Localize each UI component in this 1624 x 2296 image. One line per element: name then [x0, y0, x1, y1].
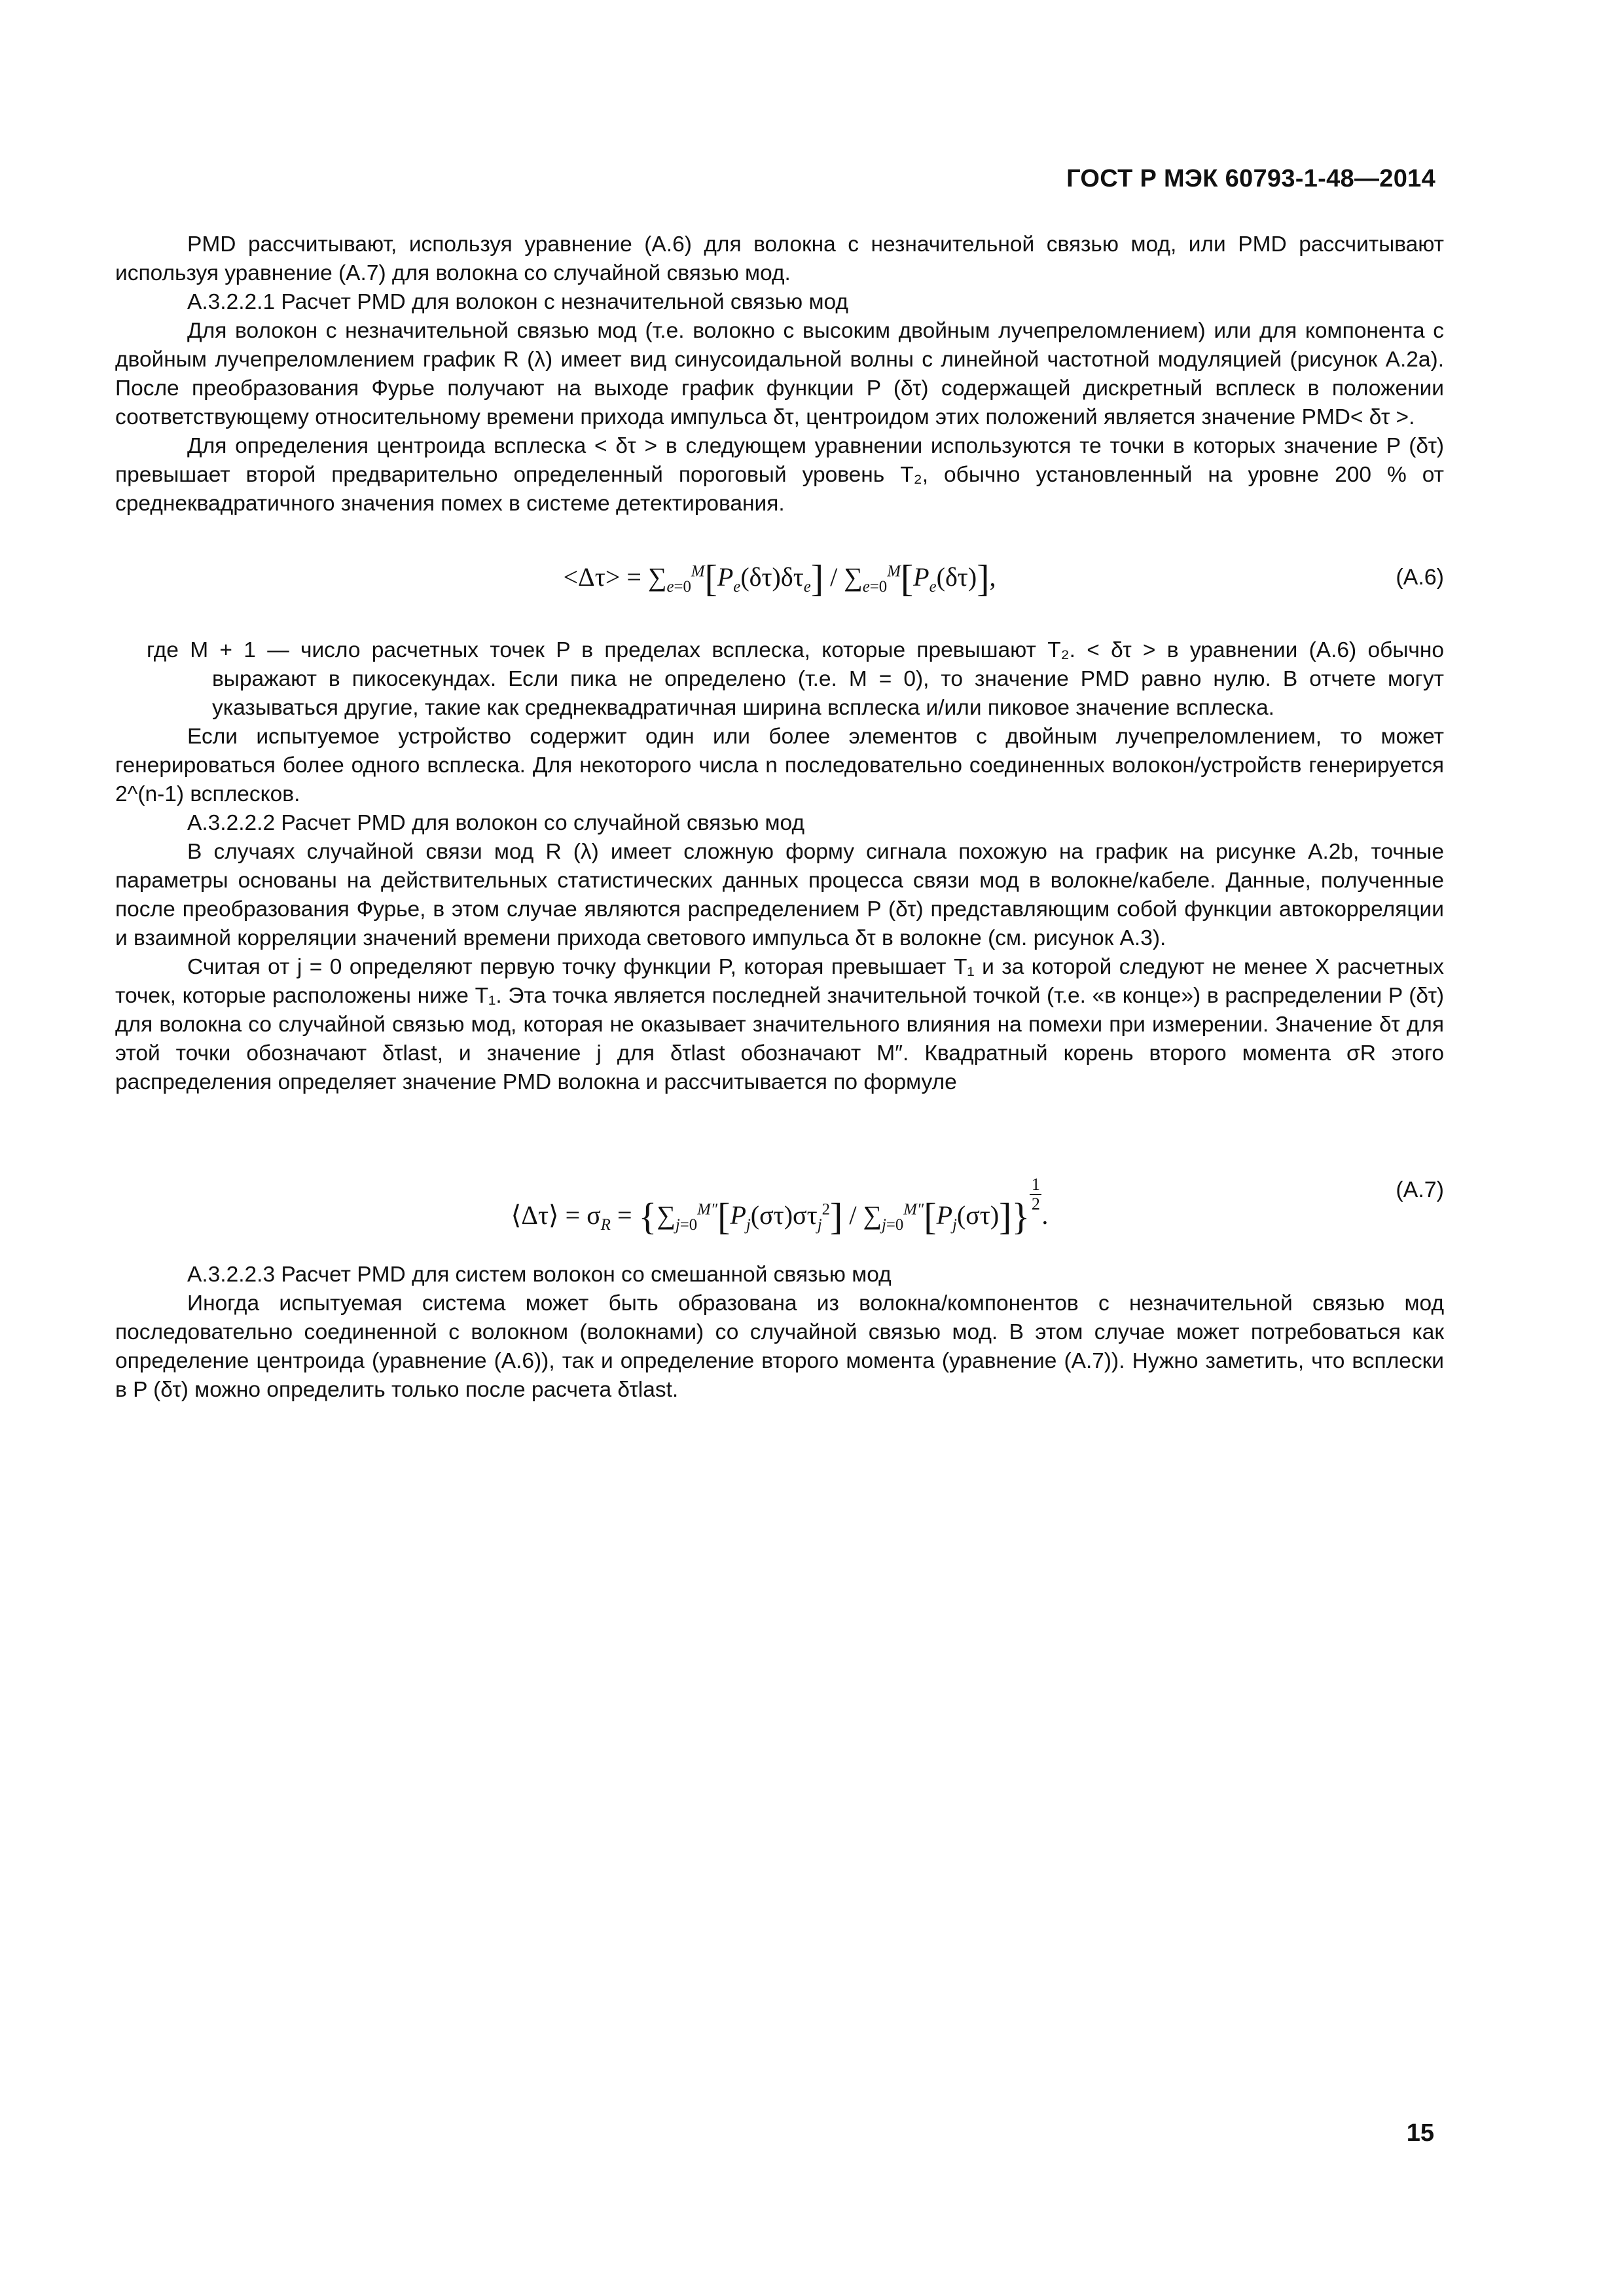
standard-header: ГОСТ Р МЭК 60793-1-48—2014	[1066, 165, 1435, 192]
paragraph-11: Иногда испытуемая система может быть образована из волокна/компонентов с незначительной связью мод последовательно соединенной с волокном (волокнами) со случайной связью мод. В этом случае может потребоваться как определение центроида (уравнение (A.6)), так и определение второго момента (уравнение (A.7)). Нужно заметить, что всплески в P (δτ) можно определить только после расчета δτlast.	[115, 1291, 1444, 1402]
paragraph-4: Для определения центроида всплеска < δτ > в следующем уравнении используются те точки в которых значение P (δτ) превышает второй предварительно определенный пороговый уровень T₂, обычно установленный на уровне 200 % от среднеквадратичного значения помех в системе детектирования.	[115, 434, 1444, 516]
equation-a7-expression: ⟨Δτ⟩ = $\sigma_R = \{\sum_{j=0}^{M''}[P_j(\sigma\tau)\sigma\tau_j^2] / \sum_{j=0}^{M''}[P_j(\sigma\tau)]\}$ $\frac{1}{2}$ .	[511, 1175, 1049, 1238]
paragraph-8: В случаях случайной связи мод R (λ) имеет сложную форму сигнала похожую на график на рисунке A.2b, точные параметры основаны на действительных статистических данных процесса связи мод в волокне/кабеле. Данные, полученные после преобразования Фурье, в этом случае являются распределением P (δτ) представляющим собой функции автокорреляции и взаимной корреляции значений времени прихода светового импульса δτ в волокне (см. рисунок A.3).	[115, 840, 1444, 950]
equation-a6-expression: $<\Delta\tau> = \sum_{e=0}^M[P_e(\delta\tau)\delta\tau_e] / \sum_{e=0}^M[P_e(\delta\tau)]$,	[563, 557, 996, 600]
paragraph-6: Если испытуемое устройство содержит один или более элементов с двойным лучепреломлением, то может генерироваться более одного всплеска. Для некоторого числа n последовательно соединенных волокон/устройств генерируется 2^(n-1) всплесков.	[115, 725, 1444, 806]
equation-a7	[115, 1130, 1444, 1238]
equation-a6-number: (A.6)	[1396, 565, 1444, 590]
section-heading-a3221: A.3.2.2.1 Расчет PMD для волокон с незначительной связью мод	[187, 290, 848, 314]
paragraph-1: PMD рассчитывают, используя уравнение (A.6) для волокна с незначительной связью мод, или PMD рассчитывают используя уравнение (A.7) для волокна со случайной связью мод.	[115, 232, 1444, 285]
equation-a6	[115, 545, 1444, 617]
body-text	[115, 230, 1444, 1405]
paragraph-where: где M + 1 — число расчетных точек P в пределах всплеска, которые превышают T₂. < δτ > в уравнении (A.6) обычно выражают в пикосекундах. Если пика не определено (т.е. M = 0), то значение PMD равно нулю. В отчете могут указываться другие, такие как среднеквадратичная ширина всплеска и/или пиковое значение всплеска.	[147, 638, 1444, 720]
section-heading-a3223: A.3.2.2.3 Расчет PMD для систем волокон со смешанной связью мод	[187, 1263, 892, 1287]
equation-a7-number: (A.7)	[1396, 1177, 1444, 1202]
paragraph-9: Считая от j = 0 определяют первую точку функции P, которая превышает T₁ и за которой следуют не менее X расчетных точек, которые расположены ниже T₁. Эта точка является последней значительной точкой (т.е. «в конце») в распределении P (δτ) для волокна со случайной связью мод, которая не оказывает значительного влияния на помехи при измерении. Значение δτ для этой точки обозначают δτlast, и значение j для δτlast обозначают M″. Квадратный корень второго момента σR этого распределения определяет значение PMD волокна и рассчитывается по формуле	[115, 955, 1444, 1094]
paragraph-3: Для волокон с незначительной связью мод (т.е. волокно с высоким двойным лучепреломлением) или для компонента с двойным лучепреломлением график R (λ) имеет вид синусоидальной волны с линейной частотной модуляцией (рисунок A.2a). После преобразования Фурье получают на выходе график функции P (δτ) содержащей дискретный всплеск в положении соответствующему относительному времени прихода импульса δτ, центроидом этих положений является значение PMD< δτ >.	[115, 319, 1444, 429]
section-heading-a3222: A.3.2.2.2 Расчет PMD для волокон со случайной связью мод	[187, 811, 804, 835]
page-number: 15	[1406, 2119, 1434, 2147]
